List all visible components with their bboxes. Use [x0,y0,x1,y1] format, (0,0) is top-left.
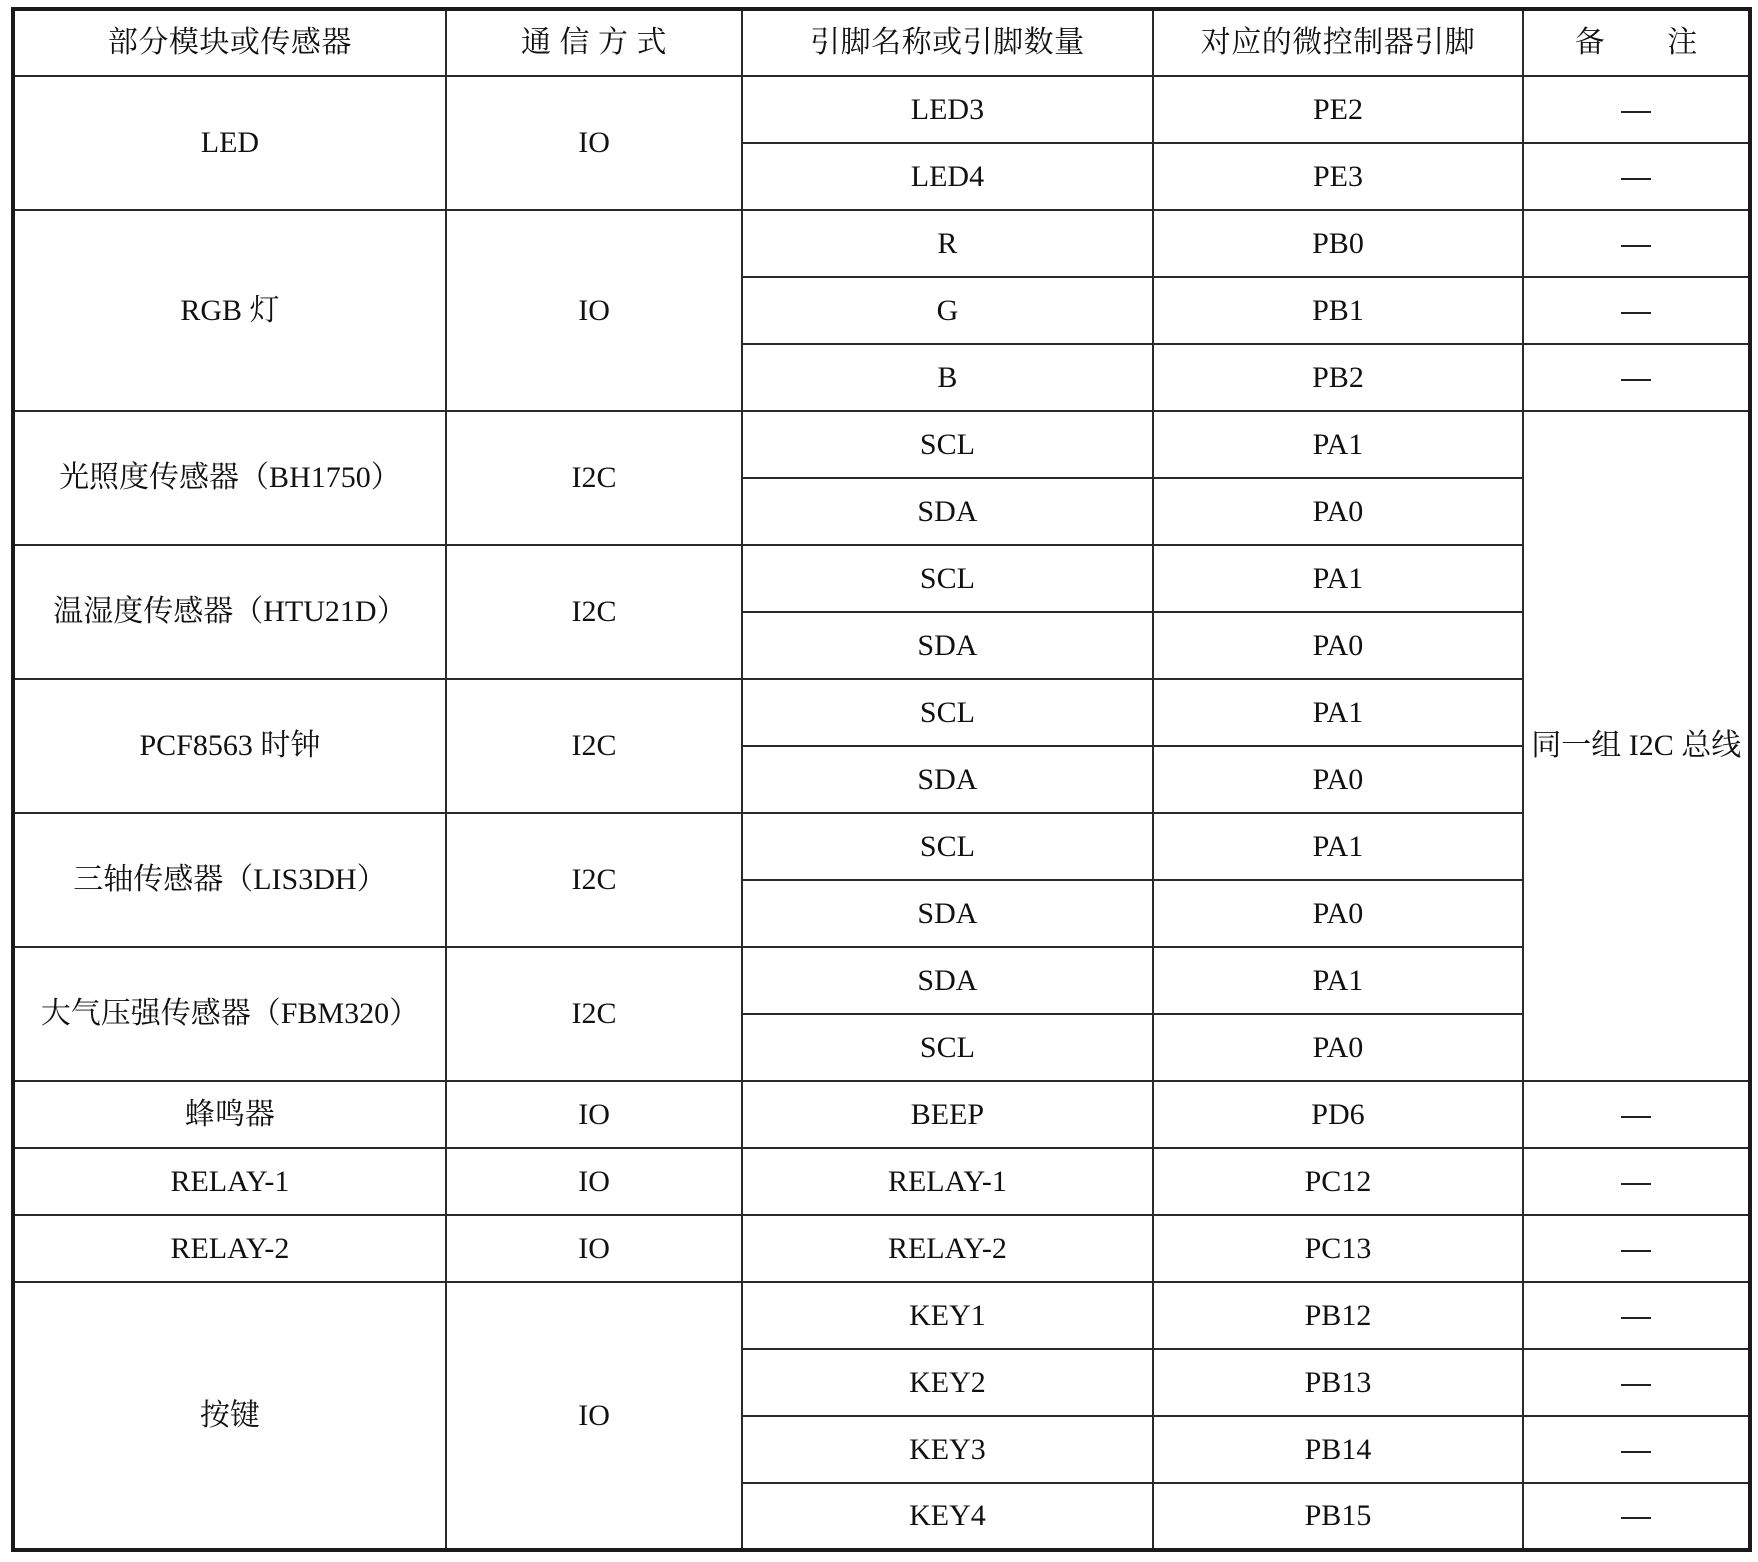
note-cell [1523,1215,1750,1282]
header-mcu-pin: 对应的微控制器引脚 [1153,9,1524,76]
note-cell [1523,1282,1750,1349]
pin-cell: SCL [742,1014,1152,1081]
pin-cell: LED4 [742,143,1152,210]
module-cell: 三轴传感器（LIS3DH） [13,813,446,947]
pin-assignment-table [11,7,1752,1552]
pin-cell: R [742,210,1152,277]
module-cell: 温湿度传感器（HTU21D） [13,545,446,679]
pin-cell: BEEP [742,1081,1152,1148]
module-cell: LED [13,76,446,210]
table-row [13,76,1750,143]
module-cell: PCF8563 时钟 [13,679,446,813]
mcu-pin-cell: PA1 [1153,947,1524,1014]
comm-cell: I2C [446,411,742,545]
comm-cell: I2C [446,545,742,679]
pin-cell: G [742,277,1152,344]
comm-cell: IO [446,1282,742,1550]
mcu-pin-cell: PB0 [1153,210,1524,277]
mcu-pin-cell: PC13 [1153,1215,1524,1282]
module-cell: RELAY-2 [13,1215,446,1282]
mcu-pin-cell: PB2 [1153,344,1524,411]
dash-mark [1621,1250,1651,1252]
note-cell [1523,1081,1750,1148]
comm-cell: I2C [446,679,742,813]
mcu-pin-cell: PB13 [1153,1349,1524,1416]
pin-cell: KEY2 [742,1349,1152,1416]
table-row [13,679,1750,746]
module-cell: 按键 [13,1282,446,1550]
pin-cell: SDA [742,612,1152,679]
header-module: 部分模块或传感器 [13,9,446,76]
table-row [13,1282,1750,1349]
note-cell [1523,1349,1750,1416]
module-cell: 大气压强传感器（FBM320） [13,947,446,1081]
comm-cell: I2C [446,947,742,1081]
mcu-pin-cell: PC12 [1153,1148,1524,1215]
pin-cell: LED3 [742,76,1152,143]
note-cell [1523,277,1750,344]
pin-cell: KEY3 [742,1416,1152,1483]
mcu-pin-cell: PA0 [1153,478,1524,545]
pin-cell: SCL [742,545,1152,612]
mcu-pin-cell: PA0 [1153,746,1524,813]
dash-mark [1621,245,1651,247]
pin-cell: SDA [742,478,1152,545]
pin-cell: SCL [742,679,1152,746]
table-row [13,545,1750,612]
dash-mark [1621,379,1651,381]
dash-mark [1621,312,1651,314]
mcu-pin-cell: PA1 [1153,411,1524,478]
dash-mark [1621,111,1651,113]
dash-mark [1621,1384,1651,1386]
mcu-pin-cell: PE3 [1153,143,1524,210]
module-cell: RELAY-1 [13,1148,446,1215]
comm-cell: IO [446,1081,742,1148]
pin-cell: KEY1 [742,1282,1152,1349]
mcu-pin-cell: PA1 [1153,545,1524,612]
mcu-pin-cell: PE2 [1153,76,1524,143]
comm-cell: IO [446,210,742,411]
table-row [13,813,1750,880]
note-cell [1523,76,1750,143]
pin-cell: SCL [742,813,1152,880]
mcu-pin-cell: PB12 [1153,1282,1524,1349]
mcu-pin-cell: PA0 [1153,1014,1524,1081]
comm-cell: IO [446,1215,742,1282]
mcu-pin-cell: PB1 [1153,277,1524,344]
note-cell [1523,1416,1750,1483]
note-cell [1523,1483,1750,1550]
header-row [13,9,1750,76]
dash-mark [1621,1183,1651,1185]
dash-mark [1621,1451,1651,1453]
header-pin-name: 引脚名称或引脚数量 [742,9,1152,76]
comm-cell: I2C [446,813,742,947]
note-cell [1523,210,1750,277]
comm-cell: IO [446,76,742,210]
note-cell [1523,344,1750,411]
table-row [13,1215,1750,1282]
table-row [13,1148,1750,1215]
shared-i2c-bus-note: 同一组 I2C 总线 [1523,411,1750,1081]
table-row [13,1081,1750,1148]
mcu-pin-cell: PB14 [1153,1416,1524,1483]
table-row [13,947,1750,1014]
pin-cell: RELAY-2 [742,1215,1152,1282]
mcu-pin-cell: PD6 [1153,1081,1524,1148]
module-cell: RGB 灯 [13,210,446,411]
note-cell [1523,1148,1750,1215]
module-cell: 蜂鸣器 [13,1081,446,1148]
comm-cell: IO [446,1148,742,1215]
dash-mark [1621,1116,1651,1118]
header-notes: 备 注 [1523,9,1750,76]
mcu-pin-cell: PA0 [1153,612,1524,679]
note-cell [1523,143,1750,210]
pin-cell: SCL [742,411,1152,478]
pin-cell: SDA [742,746,1152,813]
pin-cell: SDA [742,947,1152,1014]
table-row [13,210,1750,277]
dash-mark [1621,1517,1651,1519]
pin-cell: B [742,344,1152,411]
pin-cell: KEY4 [742,1483,1152,1550]
pin-cell: SDA [742,880,1152,947]
mcu-pin-cell: PA1 [1153,679,1524,746]
dash-mark [1621,1317,1651,1319]
module-cell: 光照度传感器（BH1750） [13,411,446,545]
dash-mark [1621,178,1651,180]
pin-cell: RELAY-1 [742,1148,1152,1215]
mcu-pin-cell: PB15 [1153,1483,1524,1550]
table-row [13,411,1750,478]
mcu-pin-cell: PA1 [1153,813,1524,880]
mcu-pin-cell: PA0 [1153,880,1524,947]
header-comm-mode: 通 信 方 式 [446,9,742,76]
